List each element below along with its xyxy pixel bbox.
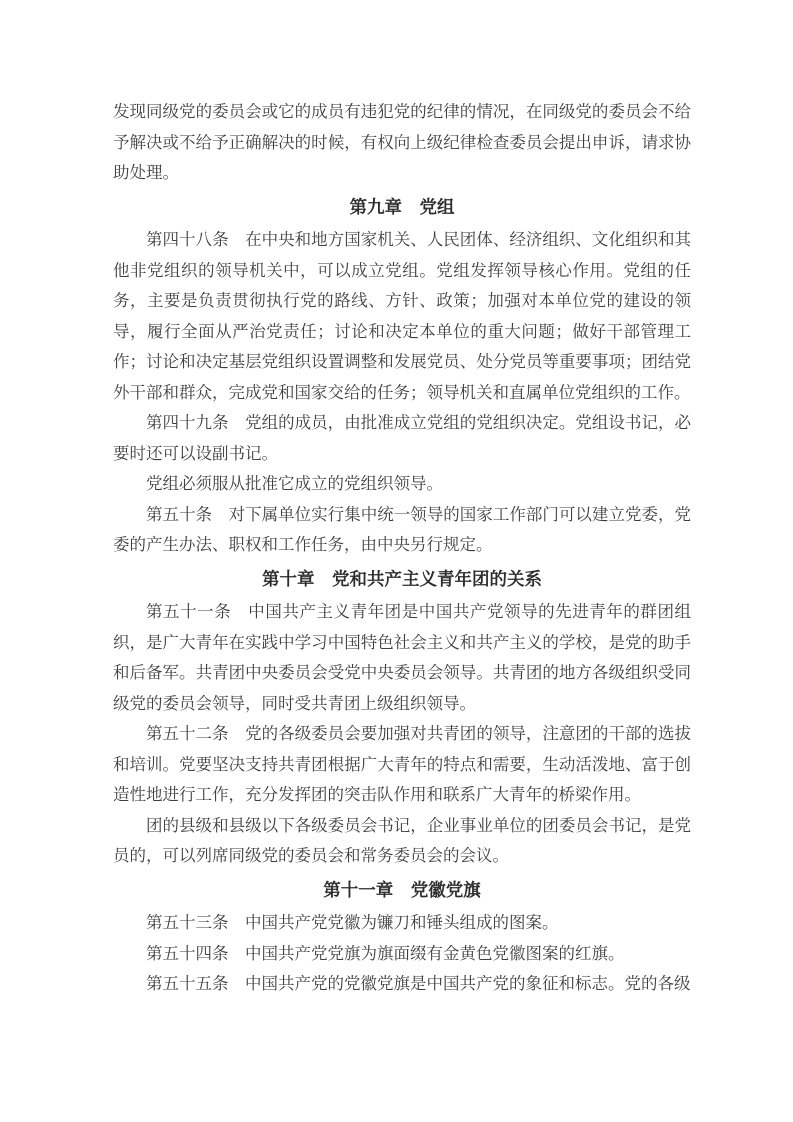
body-paragraph: 团的县级和县级以下各级委员会书记，企业事业单位的团委员会书记，是党员的，可以列席同级党的委员会和常务委员会的会议。 [113, 815, 691, 865]
body-paragraph: 第五十二条 党的各级委员会要加强对共青团的领导，注意团的干部的选拔和培训。党要坚决支持共青团根据广大青年的特点和需要，生动活泼地、富于创造性地进行工作，充分发挥团的突击队作用和联系广大青年的桥梁作用。 [113, 724, 691, 804]
body-paragraph: 第五十一条 中国共产主义青年团是中国共产党领导的先进青年的群团组织，是广大青年在实践中学习中国特色社会主义和共产主义的学校，是党的助手和后备军。共青团中央委员会受党中央委员会领导。共青团的地方各级组织受同级党的委员会领导，同时受共青团上级组织领导。 [113, 602, 691, 713]
body-paragraph: 第五十五条 中国共产党的党徽党旗是中国共产党的象征和标志。党的各级 [146, 974, 691, 993]
chapter-heading: 第九章 党组 [349, 196, 455, 217]
chapter-heading: 第十章 党和共产主义青年团的关系 [262, 568, 542, 589]
body-paragraph: 第四十八条 在中央和地方国家机关、人民团体、经济组织、文化组织和其他非党组织的领导机关中，可以成立党组。党组发挥领导核心作用。党组的任务，主要是负责贯彻执行党的路线、方针、政策；加强对本单位党的建设的领导，履行全面从严治党责任；讨论和决定本单位的重大问题；做好干部管理工作；讨论和决定基层党组织设置调整和发展党员、处分党员等重要事项；团结党外干部和群众，完成党和国家交给的任务；领导机关和直属单位党组织的工作。 [113, 230, 691, 402]
body-paragraph: 第五十条 对下属单位实行集中统一领导的国家工作部门可以建立党委，党委的产生办法、职权和工作任务，由中央另行规定。 [113, 504, 691, 554]
body-paragraph: 发现同级党的委员会或它的成员有违犯党的纪律的情况，在同级党的委员会不给予解决或不给予正确解决的时候，有权向上级纪律检查委员会提出申诉，请求协助处理。 [113, 102, 691, 182]
body-paragraph: 第四十九条 党组的成员，由批准成立党组的党组织决定。党组设书记，必要时还可以设副书记。 [113, 413, 691, 463]
body-paragraph: 党组必须服从批准它成立的党组织领导。 [146, 474, 443, 493]
body-paragraph: 第五十四条 中国共产党党旗为旗面缀有金黄色党徽图案的红旗。 [146, 943, 625, 963]
body-paragraph: 第五十三条 中国共产党党徽为镰刀和锤头组成的图案。 [146, 913, 559, 932]
chapter-heading: 第十一章 党徽党旗 [323, 879, 481, 900]
